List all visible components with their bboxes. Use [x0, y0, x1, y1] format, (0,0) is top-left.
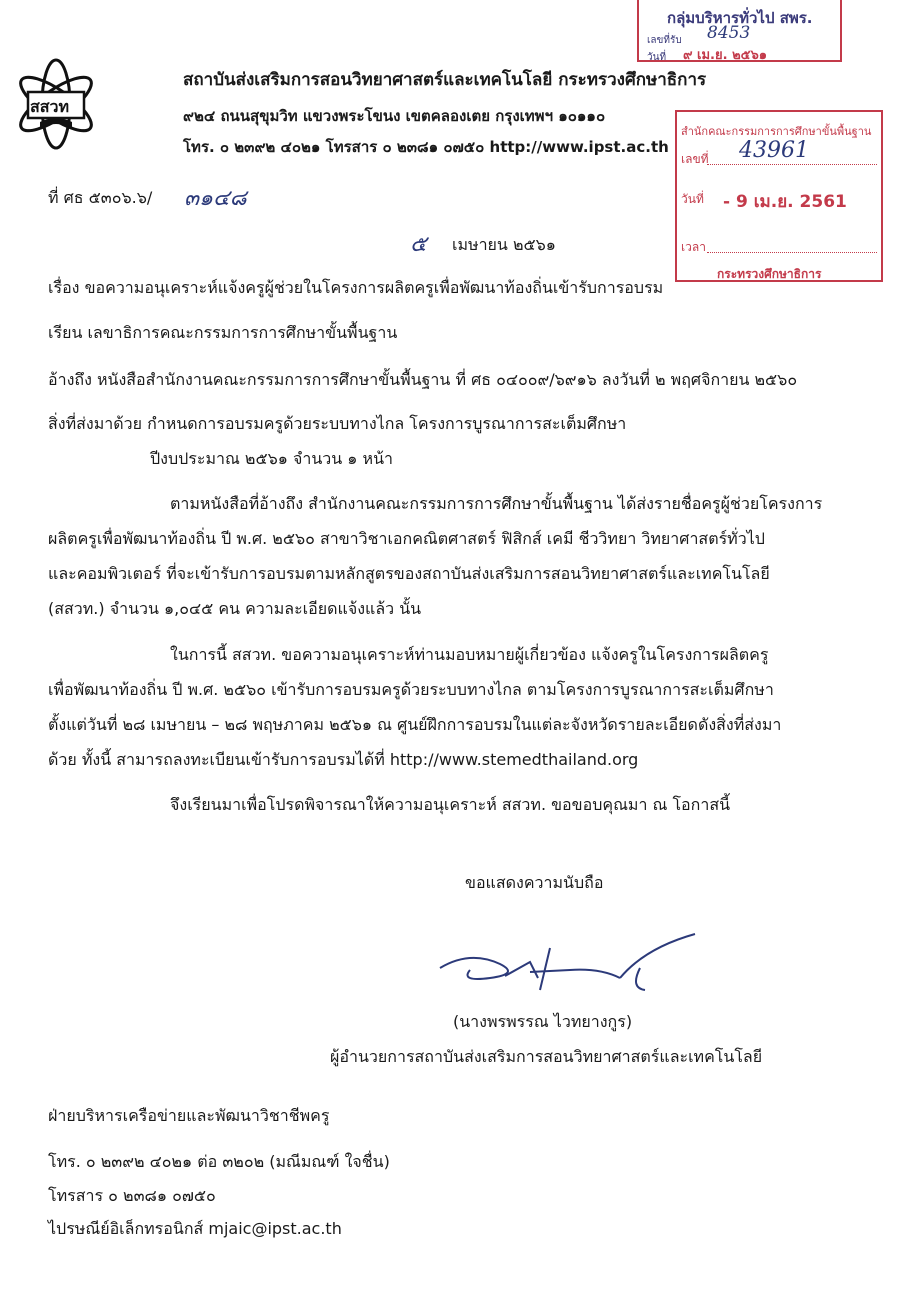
stamp-recv-label: เลขที่รับ [647, 35, 682, 46]
footer-email: ไปรษณีย์อิเล็กทรอนิกส์ mjaic@ipst.ac.th [48, 1219, 342, 1238]
stamp-date-label: วันที่ [681, 192, 704, 206]
logo-text: สสวท [30, 97, 70, 116]
ref-number: ที่ ศธ ๕๓๐๖.๖/ [48, 188, 153, 207]
letter-reference: อ้างถึง หนังสือสำนักงานคณะกรรมการการศึกษาขั้นพื้นฐาน ที่ ศธ ๐๔๐๐๙/๖๙๑๖ ลงวันที่ ๒ พฤศจิกายน ๒๕๖๐ [48, 370, 798, 389]
ref-number-handwritten: ๓๑๔๘ [184, 186, 247, 211]
general-admin-stamp [637, 0, 842, 62]
footer-fax: โทรสาร ๐ ๒๓๘๑ ๐๗๕๐ [48, 1186, 216, 1205]
institute-address: ๙๒๔ ถนนสุขุมวิท แขวงพระโขนง เขตคลองเตย กรุงเทพฯ ๑๐๑๑๐ [183, 107, 606, 125]
stamp-date-label: วันที่ [647, 52, 667, 63]
para2-line: ด้วย ทั้งนี้ สามารถลงทะเบียนเข้ารับการอบรมได้ที่ http://www.stemedthailand.org [48, 750, 639, 769]
signer-name: (นางพรพรรณ ไวทยางกูร) [453, 1012, 633, 1031]
para2-line: ในการนี้ สสวท. ขอความอนุเคราะห์ท่านมอบหมายผู้เกี่ยวข้อง แจ้งครูในโครงการผลิตครู [170, 645, 769, 664]
letter-subject: เรื่อง ขอความอนุเคราะห์แจ้งครูผู้ช่วยในโครงการผลิตครูเพื่อพัฒนาท้องถิ่นเข้ารับการอบรม [48, 278, 664, 297]
para2-line: ตั้งแต่วันที่ ๒๘ เมษายน – ๒๘ พฤษภาคม ๒๕๖๑ ณ ศูนย์ฝึกการอบรมในแต่ละจังหวัดรายละเอียดดังสิ่งที่ส่งมา [48, 715, 782, 734]
institute-name: สถาบันส่งเสริมการสอนวิทยาศาสตร์และเทคโนโลยี กระทรวงศึกษาธิการ [183, 70, 707, 90]
stamp-ministry: กระทรวงศึกษาธิการ [717, 267, 822, 281]
letter-date-day: ๕ [410, 232, 427, 257]
institute-contact: โทร. ๐ ๒๓๙๒ ๔๐๒๑ โทรสาร ๐ ๒๓๘๑ ๐๗๕๐ http://www.ipst.ac.th [183, 138, 669, 156]
signature [430, 928, 710, 1008]
stamp-date-value: - 9 เม.ย. 2561 [723, 192, 847, 212]
stamp-title: กลุ่มบริหารทั่วไป สพร. [667, 9, 813, 27]
closing: ขอแสดงความนับถือ [465, 873, 604, 892]
stamp-recv-number: 8453 [707, 23, 751, 43]
stamp-number-value: 43961 [739, 138, 809, 163]
letter-enclosure: สิ่งที่ส่งมาด้วย กำหนดการอบรมครูด้วยระบบทางไกล โครงการบูรณาการสะเต็มศึกษา [48, 414, 627, 433]
para1-line: และคอมพิวเตอร์ ที่จะเข้ารับการอบรมตามหลักสูตรของสถาบันส่งเสริมการสอนวิทยาศาสตร์และเทคโนโลยี [48, 564, 770, 583]
stamp-org: สำนักคณะกรรมการการศึกษาขั้นพื้นฐาน [681, 125, 872, 138]
letter-enclosure-2: ปีงบประมาณ ๒๕๖๑ จำนวน ๑ หน้า [150, 449, 393, 468]
obec-receipt-stamp [675, 110, 883, 282]
letter-to: เรียน เลขาธิการคณะกรรมการการศึกษาขั้นพื้นฐาน [48, 323, 398, 342]
para3: จึงเรียนมาเพื่อโปรดพิจารณาให้ความอนุเคราะห์ สสวท. ขอขอบคุณมา ณ โอกาสนี้ [170, 795, 731, 814]
para1-line: (สสวท.) จำนวน ๑,๐๔๕ คน ความละเอียดแจ้งแล้ว นั้น [48, 599, 422, 618]
stamp-number-label: เลขที่ [681, 152, 709, 166]
stamp-time-label: เวลา [681, 240, 706, 254]
signer-title: ผู้อำนวยการสถาบันส่งเสริมการสอนวิทยาศาสตร์และเทคโนโลยี [330, 1047, 763, 1066]
para2-line: เพื่อพัฒนาท้องถิ่น ปี พ.ศ. ๒๕๖๐ เข้ารับการอบรมครูด้วยระบบทางไกล ตามโครงการบูรณาการสะเต็มศึกษา [48, 680, 774, 699]
stamp-date-value: ๙ เม.ย. ๒๕๖๑ [683, 48, 767, 63]
para1-line: ผลิตครูเพื่อพัฒนาท้องถิ่น ปี พ.ศ. ๒๕๖๐ สาขาวิชาเอกคณิตศาสตร์ ฟิสิกส์ เคมี ชีววิทยา วิทยาศาสตร์ทั่วไป [48, 529, 765, 548]
ipst-logo [10, 52, 102, 152]
letter-date: เมษายน ๒๕๖๑ [452, 235, 556, 254]
footer-dept: ฝ่ายบริหารเครือข่ายและพัฒนาวิชาชีพครู [48, 1106, 330, 1125]
footer-phone: โทร. ๐ ๒๓๙๒ ๔๐๒๑ ต่อ ๓๒๐๒ (มณีมณฑ์ ใจชื่น) [48, 1152, 390, 1171]
para1-line: ตามหนังสือที่อ้างถึง สำนักงานคณะกรรมการการศึกษาขั้นพื้นฐาน ได้ส่งรายชื่อครูผู้ช่วยโครงการ [170, 494, 823, 513]
